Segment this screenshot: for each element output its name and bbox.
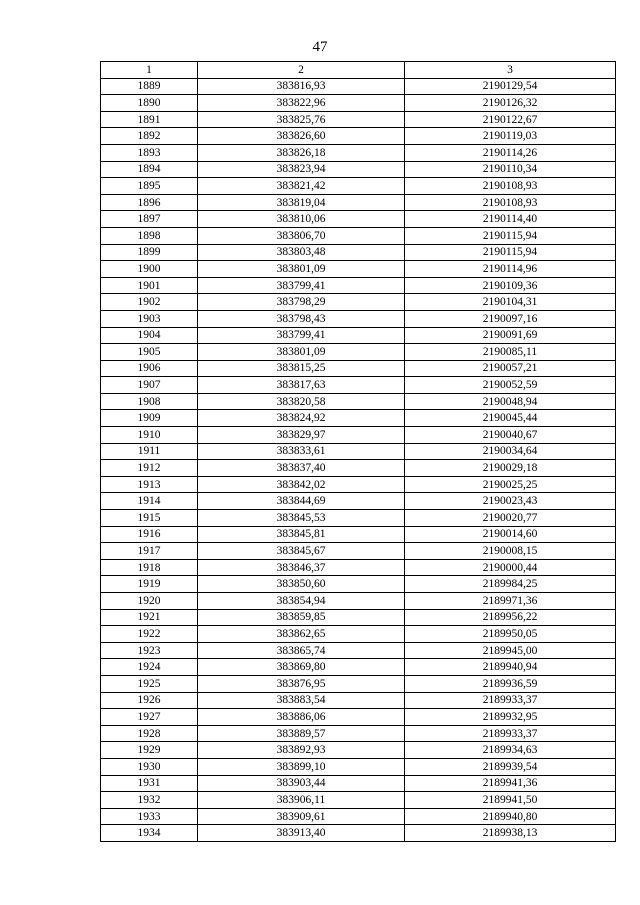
point-number-cell: 1907 xyxy=(101,377,198,394)
table-row xyxy=(101,427,616,444)
x-coordinate-cell: 383883,54 xyxy=(198,692,405,709)
table-row xyxy=(101,476,616,493)
y-coordinate-cell: 2190110,34 xyxy=(405,161,616,178)
point-number-cell: 1920 xyxy=(101,593,198,610)
page-number: 47 xyxy=(312,39,328,55)
point-number-cell: 1900 xyxy=(101,261,198,278)
x-coordinate-cell: 383826,18 xyxy=(198,144,405,161)
point-number-cell: 1925 xyxy=(101,675,198,692)
x-coordinate-cell: 383829,97 xyxy=(198,427,405,444)
table-row xyxy=(101,310,616,327)
table-row xyxy=(101,709,616,726)
point-number-cell: 1899 xyxy=(101,244,198,261)
x-coordinate-cell: 383903,44 xyxy=(198,775,405,792)
y-coordinate-cell: 2190097,16 xyxy=(405,310,616,327)
y-coordinate-cell: 2190114,40 xyxy=(405,211,616,228)
table-row xyxy=(101,609,616,626)
y-coordinate-cell: 2189940,94 xyxy=(405,659,616,676)
table-row xyxy=(101,277,616,294)
table-row xyxy=(101,78,616,95)
x-coordinate-cell: 383865,74 xyxy=(198,642,405,659)
table-row xyxy=(101,792,616,809)
x-coordinate-cell: 383859,85 xyxy=(198,609,405,626)
x-coordinate-cell: 383913,40 xyxy=(198,825,405,842)
table-row xyxy=(101,261,616,278)
table-row xyxy=(101,559,616,576)
x-coordinate-cell: 383845,67 xyxy=(198,543,405,560)
table-row xyxy=(101,244,616,261)
point-number-cell: 1914 xyxy=(101,493,198,510)
x-coordinate-cell: 383821,42 xyxy=(198,178,405,195)
point-number-cell: 1911 xyxy=(101,443,198,460)
point-number-cell: 1913 xyxy=(101,476,198,493)
x-coordinate-cell: 383845,53 xyxy=(198,510,405,527)
y-coordinate-cell: 2190108,93 xyxy=(405,178,616,195)
point-number-cell: 1921 xyxy=(101,609,198,626)
table-row xyxy=(101,593,616,610)
x-coordinate-cell: 383844,69 xyxy=(198,493,405,510)
point-number-cell: 1893 xyxy=(101,144,198,161)
x-coordinate-cell: 383886,06 xyxy=(198,709,405,726)
y-coordinate-cell: 2189941,50 xyxy=(405,792,616,809)
y-coordinate-cell: 2190008,15 xyxy=(405,543,616,560)
table-row xyxy=(101,211,616,228)
x-coordinate-cell: 383826,60 xyxy=(198,128,405,145)
table-row xyxy=(101,675,616,692)
point-number-cell: 1903 xyxy=(101,310,198,327)
point-number-cell: 1909 xyxy=(101,410,198,427)
y-coordinate-cell: 2190045,44 xyxy=(405,410,616,427)
point-number-cell: 1923 xyxy=(101,642,198,659)
table-row xyxy=(101,808,616,825)
table-header-row xyxy=(101,62,616,79)
table-row xyxy=(101,360,616,377)
x-coordinate-cell: 383846,37 xyxy=(198,559,405,576)
point-number-cell: 1905 xyxy=(101,344,198,361)
point-number-cell: 1931 xyxy=(101,775,198,792)
x-coordinate-cell: 383899,10 xyxy=(198,758,405,775)
x-coordinate-cell: 383833,61 xyxy=(198,443,405,460)
y-coordinate-cell: 2190020,77 xyxy=(405,510,616,527)
point-number-cell: 1916 xyxy=(101,526,198,543)
point-number-cell: 1895 xyxy=(101,178,198,195)
table-row xyxy=(101,128,616,145)
x-coordinate-cell: 383799,41 xyxy=(198,327,405,344)
table-row xyxy=(101,758,616,775)
x-coordinate-cell: 383799,41 xyxy=(198,277,405,294)
x-coordinate-cell: 383854,94 xyxy=(198,593,405,610)
x-coordinate-cell: 383906,11 xyxy=(198,792,405,809)
x-coordinate-cell: 383889,57 xyxy=(198,725,405,742)
table-row xyxy=(101,725,616,742)
y-coordinate-cell: 2190115,94 xyxy=(405,244,616,261)
table-row xyxy=(101,161,616,178)
y-coordinate-cell: 2190115,94 xyxy=(405,227,616,244)
y-coordinate-cell: 2189971,36 xyxy=(405,593,616,610)
y-coordinate-cell: 2189936,59 xyxy=(405,675,616,692)
point-number-cell: 1889 xyxy=(101,78,198,95)
x-coordinate-cell: 383837,40 xyxy=(198,460,405,477)
table-row xyxy=(101,377,616,394)
table-body xyxy=(101,78,616,841)
table-row xyxy=(101,659,616,676)
point-number-cell: 1918 xyxy=(101,559,198,576)
x-coordinate-cell: 383820,58 xyxy=(198,393,405,410)
point-number-cell: 1933 xyxy=(101,808,198,825)
point-number-cell: 1896 xyxy=(101,194,198,211)
point-number-cell: 1894 xyxy=(101,161,198,178)
point-number-cell: 1897 xyxy=(101,211,198,228)
point-number-cell: 1901 xyxy=(101,277,198,294)
table-row xyxy=(101,294,616,311)
table-row xyxy=(101,493,616,510)
point-number-cell: 1932 xyxy=(101,792,198,809)
point-number-cell: 1891 xyxy=(101,111,198,128)
point-number-cell: 1908 xyxy=(101,393,198,410)
point-number-cell: 1927 xyxy=(101,709,198,726)
y-coordinate-cell: 2189945,00 xyxy=(405,642,616,659)
y-coordinate-cell: 2189934,63 xyxy=(405,742,616,759)
table-row xyxy=(101,626,616,643)
y-coordinate-cell: 2190129,54 xyxy=(405,78,616,95)
x-coordinate-cell: 383801,09 xyxy=(198,344,405,361)
y-coordinate-cell: 2190052,59 xyxy=(405,377,616,394)
x-coordinate-cell: 383816,93 xyxy=(198,78,405,95)
y-coordinate-cell: 2189939,54 xyxy=(405,758,616,775)
point-number-cell: 1904 xyxy=(101,327,198,344)
table-row xyxy=(101,95,616,112)
y-coordinate-cell: 2189984,25 xyxy=(405,576,616,593)
column-header-1: 1 xyxy=(101,62,198,79)
y-coordinate-cell: 2190014,60 xyxy=(405,526,616,543)
coordinates-table xyxy=(100,61,616,842)
y-coordinate-cell: 2189956,22 xyxy=(405,609,616,626)
y-coordinate-cell: 2190122,67 xyxy=(405,111,616,128)
x-coordinate-cell: 383806,70 xyxy=(198,227,405,244)
point-number-cell: 1924 xyxy=(101,659,198,676)
y-coordinate-cell: 2190108,93 xyxy=(405,194,616,211)
y-coordinate-cell: 2189933,37 xyxy=(405,725,616,742)
x-coordinate-cell: 383892,93 xyxy=(198,742,405,759)
x-coordinate-cell: 383909,61 xyxy=(198,808,405,825)
point-number-cell: 1892 xyxy=(101,128,198,145)
x-coordinate-cell: 383803,48 xyxy=(198,244,405,261)
y-coordinate-cell: 2190091,69 xyxy=(405,327,616,344)
table-row xyxy=(101,510,616,527)
table-row xyxy=(101,410,616,427)
x-coordinate-cell: 383862,65 xyxy=(198,626,405,643)
x-coordinate-cell: 383842,02 xyxy=(198,476,405,493)
y-coordinate-cell: 2190029,18 xyxy=(405,460,616,477)
table-row xyxy=(101,111,616,128)
column-header-3: 3 xyxy=(405,62,616,79)
y-coordinate-cell: 2190034,64 xyxy=(405,443,616,460)
table-row xyxy=(101,775,616,792)
x-coordinate-cell: 383845,81 xyxy=(198,526,405,543)
table-row xyxy=(101,526,616,543)
x-coordinate-cell: 383869,80 xyxy=(198,659,405,676)
y-coordinate-cell: 2189938,13 xyxy=(405,825,616,842)
y-coordinate-cell: 2189940,80 xyxy=(405,808,616,825)
point-number-cell: 1917 xyxy=(101,543,198,560)
y-coordinate-cell: 2190126,32 xyxy=(405,95,616,112)
x-coordinate-cell: 383815,25 xyxy=(198,360,405,377)
y-coordinate-cell: 2190000,44 xyxy=(405,559,616,576)
x-coordinate-cell: 383825,76 xyxy=(198,111,405,128)
point-number-cell: 1934 xyxy=(101,825,198,842)
table-row xyxy=(101,178,616,195)
table-row xyxy=(101,393,616,410)
table-row xyxy=(101,443,616,460)
point-number-cell: 1912 xyxy=(101,460,198,477)
point-number-cell: 1929 xyxy=(101,742,198,759)
y-coordinate-cell: 2190023,43 xyxy=(405,493,616,510)
table-row xyxy=(101,825,616,842)
y-coordinate-cell: 2189932,95 xyxy=(405,709,616,726)
point-number-cell: 1910 xyxy=(101,427,198,444)
x-coordinate-cell: 383876,95 xyxy=(198,675,405,692)
point-number-cell: 1928 xyxy=(101,725,198,742)
y-coordinate-cell: 2190025,25 xyxy=(405,476,616,493)
table-row xyxy=(101,692,616,709)
x-coordinate-cell: 383798,43 xyxy=(198,310,405,327)
y-coordinate-cell: 2190048,94 xyxy=(405,393,616,410)
table-row xyxy=(101,344,616,361)
x-coordinate-cell: 383823,94 xyxy=(198,161,405,178)
table-row xyxy=(101,642,616,659)
point-number-cell: 1926 xyxy=(101,692,198,709)
x-coordinate-cell: 383798,29 xyxy=(198,294,405,311)
table-row xyxy=(101,327,616,344)
y-coordinate-cell: 2190114,96 xyxy=(405,261,616,278)
point-number-cell: 1890 xyxy=(101,95,198,112)
table-row xyxy=(101,460,616,477)
y-coordinate-cell: 2189933,37 xyxy=(405,692,616,709)
x-coordinate-cell: 383850,60 xyxy=(198,576,405,593)
point-number-cell: 1922 xyxy=(101,626,198,643)
table-row xyxy=(101,194,616,211)
point-number-cell: 1906 xyxy=(101,360,198,377)
column-header-2: 2 xyxy=(198,62,405,79)
x-coordinate-cell: 383810,06 xyxy=(198,211,405,228)
point-number-cell: 1902 xyxy=(101,294,198,311)
y-coordinate-cell: 2190104,31 xyxy=(405,294,616,311)
table-row xyxy=(101,576,616,593)
y-coordinate-cell: 2190085,11 xyxy=(405,344,616,361)
y-coordinate-cell: 2190057,21 xyxy=(405,360,616,377)
y-coordinate-cell: 2190114,26 xyxy=(405,144,616,161)
y-coordinate-cell: 2189941,36 xyxy=(405,775,616,792)
table-row xyxy=(101,543,616,560)
point-number-cell: 1930 xyxy=(101,758,198,775)
table-row xyxy=(101,227,616,244)
y-coordinate-cell: 2190040,67 xyxy=(405,427,616,444)
x-coordinate-cell: 383801,09 xyxy=(198,261,405,278)
x-coordinate-cell: 383824,92 xyxy=(198,410,405,427)
table-row xyxy=(101,742,616,759)
y-coordinate-cell: 2189950,05 xyxy=(405,626,616,643)
y-coordinate-cell: 2190109,36 xyxy=(405,277,616,294)
point-number-cell: 1898 xyxy=(101,227,198,244)
x-coordinate-cell: 383819,04 xyxy=(198,194,405,211)
x-coordinate-cell: 383822,96 xyxy=(198,95,405,112)
point-number-cell: 1915 xyxy=(101,510,198,527)
x-coordinate-cell: 383817,63 xyxy=(198,377,405,394)
y-coordinate-cell: 2190119,03 xyxy=(405,128,616,145)
table-row xyxy=(101,144,616,161)
point-number-cell: 1919 xyxy=(101,576,198,593)
